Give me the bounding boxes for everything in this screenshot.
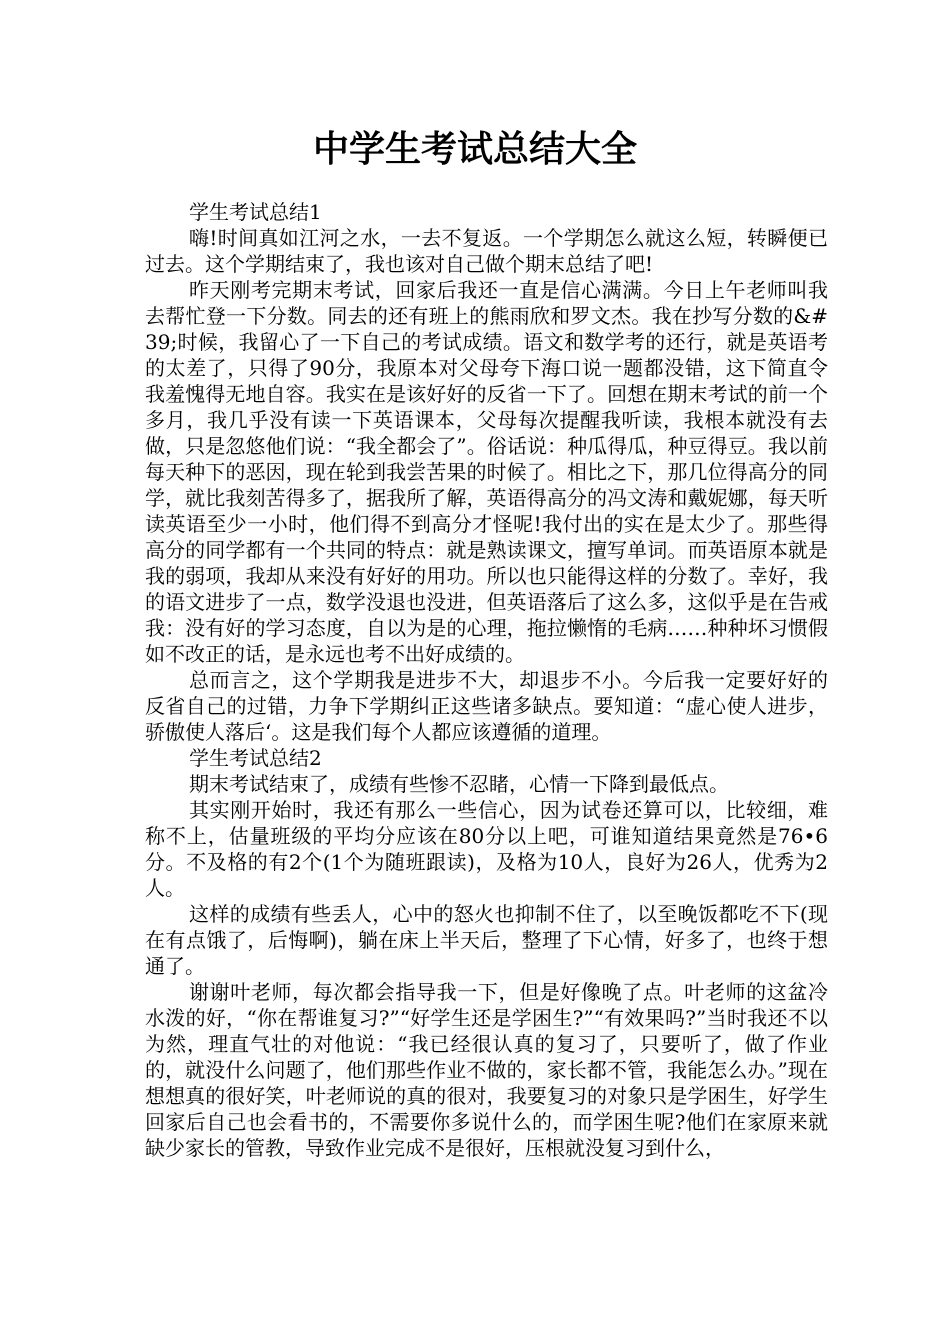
section-heading-2: 学生考试总结2 [189,746,322,770]
document-title: 中学生考试总结大全 [312,129,637,170]
section-heading-1: 学生考试总结1 [189,200,322,224]
paragraph: 这样的成绩有些丢人，心中的怒火也抑制不住了，以至晚饭都吃不下(现在有点饿了，后悔啊)，躺在床上半天后，整理了下心情，好多了，也终于想通了。 [145,902,828,978]
paragraph: 总而言之，这个学期我是进步不大，却退步不小。今后我一定要好好的反省自己的过错，力争下学期纠正这些诸多缺点。要知道：“虚心使人进步，骄傲使人落后‘。这是我们每个人都应该遵循的道理。 [145,668,828,744]
document-body [145,199,828,1161]
paragraph: 谢谢叶老师，每次都会指导我一下，但是好像晚了点。叶老师的这盆冷水泼的好，“你在帮谁复习?”“好学生还是学困生?”“有效果吗?”当时我还不以为然，理直气壮的对他说：“我已经很认真的复习了，只要听了，做了作业的，就没什么问题了，他们那些作业不做的，家长都不管，我能怎么办。”现在想想真的很好笑，叶老师说的真的很对，我要复习的对象只是学困生，好学生回家后自己也会看书的，不需要你多说什么的，而学困生呢?他们在家原来就缺少家长的管教，导致作业完成不是很好，压根就没复习到什么， [145,980,828,1160]
paragraph: 昨天刚考完期末考试，回家后我还一直是信心满满。今日上午老师叫我去帮忙登一下分数。同去的还有班上的熊雨欣和罗文杰。我在抄写分数的&#39;时候，我留心了一下自己的考试成绩。语文和数学考的还行，就是英语考的太差了，只得了90分，我原本对父母夸下海口说一题都没错，这下简直令我羞愧得无地自容。我实在是该好好的反省一下了。回想在期末考试的前一个多月，我几乎没有读一下英语课本，父母每次提醒我听读，我根本就没有去做，只是忽悠他们说：“我全都会了”。俗话说：种瓜得瓜，种豆得豆。我以前每天种下的恶因，现在轮到我尝苦果的时候了。相比之下，那几位得高分的同学，就比我刻苦得多了，据我所了解，英语得高分的冯文涛和戴妮娜，每天听读英语至少一小时，他们得不到高分才怪呢!我付出的实在是太少了。那些得高分的同学都有一个共同的特点：就是熟读课文，擅写单词。而英语原本就是我的弱项，我却从来没有好好的用功。所以也只能得这样的分数了。幸好，我的语文进步了一点，数学没退也没进，但英语落后了这么多，这似乎是在告戒我：没有好的学习态度，自以为是的心理，拖拉懒惰的毛病……种种坏习惯假如不改正的话，是永远也考不出好成绩的。 [145,278,828,666]
paragraph: 嗨!时间真如江河之水，一去不复返。一个学期怎么就这么短，转瞬便已过去。这个学期结束了，我也该对自己做个期末总结了吧! [145,226,828,276]
paragraph: 期末考试结束了，成绩有些惨不忍睹，心情一下降到最低点。 [189,772,729,796]
paragraph: 其实刚开始时，我还有那么一些信心，因为试卷还算可以，比较细，难称不上，估量班级的平均分应该在80分以上吧，可谁知道结果竟然是76•6分。不及格的有2个(1个为随班跟读)，及格为10人，良好为26人，优秀为2人。 [145,798,828,900]
